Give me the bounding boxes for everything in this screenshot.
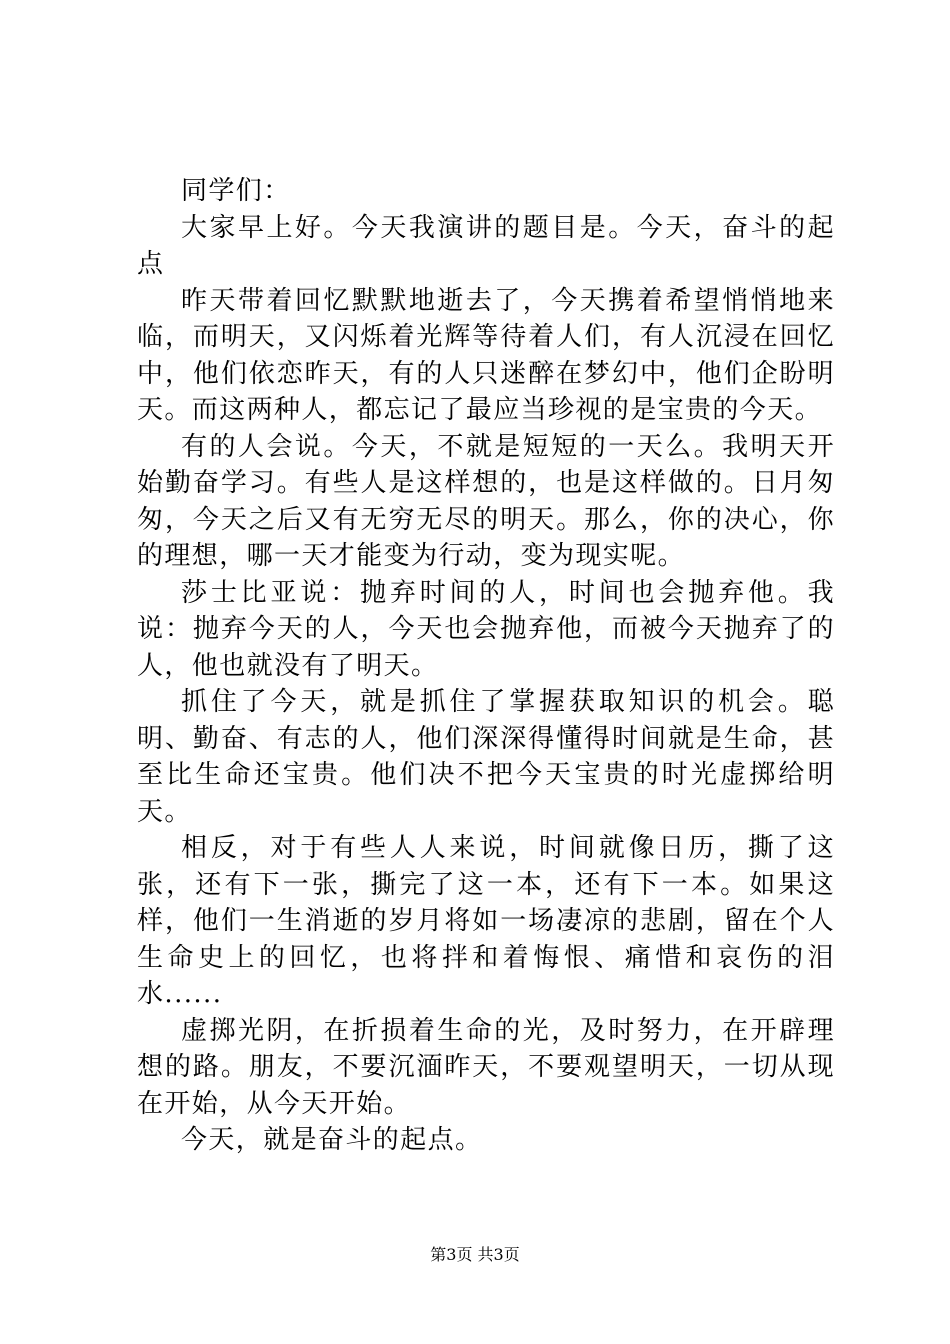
paragraph-start-now: 虚掷光阴，在折损着生命的光，及时努力，在开辟理想的路。朋友，不要沉湎昨天，不要观望明天，一切从现在开始，从今天开始。 [137, 1015, 835, 1119]
paragraph-shakespeare-quote: 莎士比亚说：抛弃时间的人，时间也会抛弃他。我说：抛弃今天的人，今天也会抛弃他，而被今天抛弃了的人，他也就没有了明天。 [137, 577, 835, 681]
page-number-footer: 第3页 共3页 [430, 1245, 520, 1264]
paragraph-seize-today: 抓住了今天，就是抓住了掌握获取知识的机会。聪明、勤奋、有志的人，他们深深得懂得时间就是生命，甚至比生命还宝贵。他们决不把今天宝贵的时光虚掷给明天。 [137, 687, 835, 827]
speech-body [137, 173, 835, 1159]
paragraph-procrastination: 有的人会说。今天，不就是短短的一天么。我明天开始勤奋学习。有些人是这样想的，也是这样做的。日月匆匆，今天之后又有无穷无尽的明天。那么，你的决心，你的理想，哪一天才能变为行动，变为现实呢。 [137, 431, 835, 571]
paragraph-yesterday-today: 昨天带着回忆默默地逝去了，今天携着希望悄悄地来临，而明天，又闪烁着光辉等待着人们，有人沉浸在回忆中，他们依恋昨天，有的人只迷醉在梦幻中，他们企盼明天。而这两种人，都忘记了最应当珍视的是宝贵的今天。 [137, 285, 835, 425]
speech-opening: 大家早上好。今天我演讲的题目是。今天，奋斗的起点 [137, 212, 835, 279]
closing-line: 今天，就是奋斗的起点。 [181, 1125, 483, 1155]
paragraph-calendar-metaphor: 相反，对于有些人人来说，时间就像日历，撕了这张，还有下一张，撕完了这一本，还有下一本。如果这样，他们一生消逝的岁月将如一场凄凉的悲剧，留在个人生命史上的回忆，也将拌和着悔恨、痛惜和哀伤的泪水...... [137, 833, 835, 1009]
salutation: 同学们： [181, 176, 291, 206]
